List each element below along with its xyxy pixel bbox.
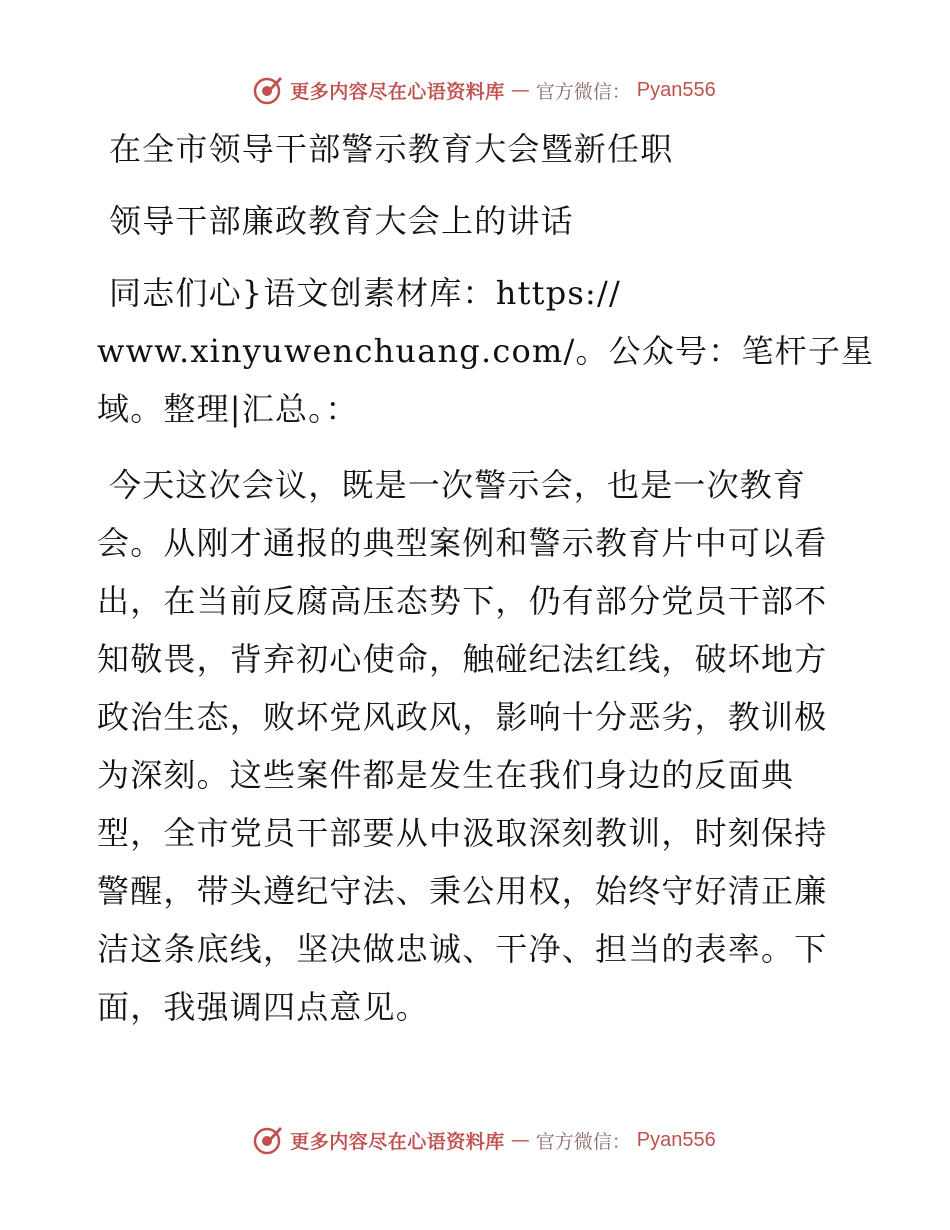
paragraph-line: 洁这条底线，坚决做忠诚、干净、担当的表率。下 <box>97 930 828 968</box>
watermark-wechat-id: Pyan556 <box>636 78 716 101</box>
watermark-brand: 更多内容尽在心语资料库 <box>290 80 505 103</box>
document-body <box>97 120 875 1036</box>
quill-logo-icon <box>252 74 284 106</box>
watermark-official-label: 官方微信： <box>535 80 631 103</box>
paragraph-line: 政治生态，败坏党风政风，影响十分恶劣，教训极 <box>97 698 828 736</box>
title-line-2: 领导干部廉政教育大会上的讲话 <box>109 202 574 240</box>
paragraph-line: 出，在当前反腐高压态势下，仍有部分党员干部不 <box>97 582 828 620</box>
intro-line: 同志们心}语文创素材库：https:// <box>109 274 621 312</box>
watermark-official-label: 官方微信： <box>535 1130 631 1153</box>
paragraph-line: 面，我强调四点意见。 <box>97 988 430 1026</box>
paragraph-line: 今天这次会议，既是一次警示会，也是一次教育 <box>109 466 807 504</box>
paragraph-line: 为深刻。这些案件都是发生在我们身边的反面典 <box>97 756 795 794</box>
watermark-brand: 更多内容尽在心语资料库 <box>290 1130 505 1153</box>
paragraph-line: 会。从刚才通报的典型案例和警示教育片中可以看 <box>97 524 828 562</box>
watermark-header <box>0 70 950 110</box>
title-line-1: 在全市领导干部警示教育大会暨新任职 <box>109 130 674 168</box>
quill-logo-icon <box>252 1124 284 1156</box>
paragraph-line: 知敬畏，背弃初心使命，触碰纪法红线，破坏地方 <box>97 640 828 678</box>
intro-line: 域。整理|汇总。： <box>97 390 359 428</box>
paragraph-line: 型，全市党员干部要从中汲取深刻教训，时刻保持 <box>97 814 828 852</box>
watermark-dash: — <box>510 79 530 101</box>
watermark-footer <box>0 1120 950 1160</box>
watermark-dash: — <box>510 1129 530 1151</box>
intro-line: www.xinyuwenchuang.com/。公众号：笔杆子星 <box>97 332 875 370</box>
watermark-wechat-id: Pyan556 <box>636 1128 716 1151</box>
paragraph-line: 警醒，带头遵纪守法、秉公用权，始终守好清正廉 <box>97 872 828 910</box>
